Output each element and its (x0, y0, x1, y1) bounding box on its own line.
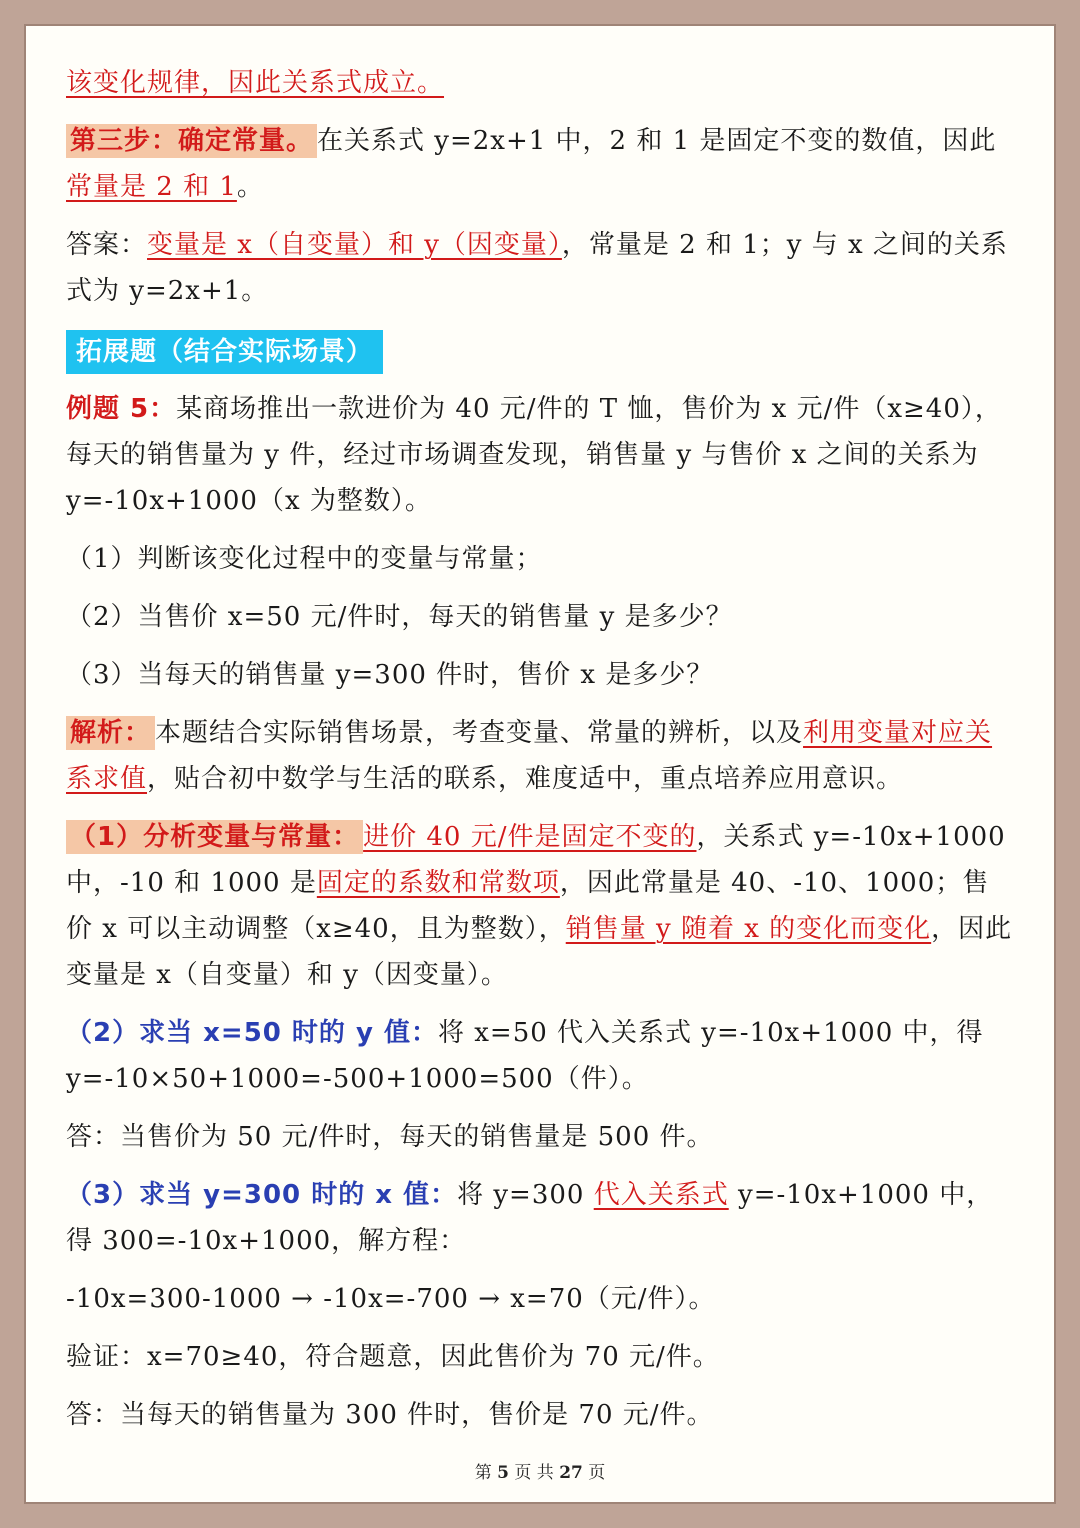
question-2: （2）当售价 x=50 元/件时，每天的销售量 y 是多少？ (66, 602, 733, 632)
part3-label: （3）求当 y=300 时的 x 值： (66, 1180, 458, 1210)
part2-label: （2）求当 x=50 时的 y 值： (66, 1018, 438, 1048)
question-3: （3）当每天的销售量 y=300 件时，售价 x 是多少？ (66, 660, 714, 690)
page-content (66, 60, 1016, 1450)
footer-page-number: 5 (497, 1463, 509, 1483)
part1-text-1: ，关系式 y=-10x+1000 中，-10 和 1000 是 (66, 822, 1006, 898)
analysis-label: 解析： (66, 716, 155, 750)
answer1-text: ，常量是 2 和 1；y 与 x 之间的关系式为 y=2x+1。 (66, 230, 1008, 306)
step3-emphasis: 常量是 2 和 1 (66, 172, 237, 202)
answer1-emphasis: 变量是 x（自变量）和 y（因变量） (147, 230, 562, 260)
answer1-paragraph (66, 222, 1016, 314)
document-page (24, 24, 1056, 1504)
footer-mid: 页 共 (514, 1463, 554, 1483)
part3-text-2: y=-10x+1000 中，得 300=-10x+1000，解方程： (66, 1180, 994, 1256)
footer-post: 页 (588, 1463, 606, 1483)
part1-text-3: ，因此变量是 x（自变量）和 y（因变量）。 (66, 914, 1013, 990)
part2-text: 将 x=50 代入关系式 y=-10x+1000 中，得 y=-10×50+1000=-500+1000=500（件）。 (66, 1018, 984, 1094)
previous-paragraph-end (66, 60, 1016, 106)
part2-answer: 答：当售价为 50 元/件时，每天的销售量是 500 件。 (66, 1122, 714, 1152)
step3-text: 在关系式 y=2x+1 中，2 和 1 是固定不变的数值，因此 (317, 126, 997, 156)
part1-paragraph (66, 814, 1016, 998)
part3-paragraph (66, 1172, 1016, 1264)
analysis-tail: ，贴合初中数学与生活的联系，难度适中，重点培养应用意识。 (147, 764, 904, 794)
part3-verify: 验证：x=70≥40，符合题意，因此售价为 70 元/件。 (66, 1342, 720, 1372)
page-footer (24, 1458, 1056, 1483)
part1-label: （1）分析变量与常量： (66, 820, 363, 854)
analysis-emphasis: 利用变量对应关系求值 (66, 718, 993, 794)
footer-pre: 第 (474, 1463, 492, 1483)
analysis-paragraph (66, 710, 1016, 802)
part3-equation: -10x=300-1000 → -10x=-700 → x=70（元/件）。 (66, 1284, 716, 1314)
question-1: （1）判断该变化过程中的变量与常量； (66, 544, 543, 574)
answer1-label: 答案： (66, 230, 148, 260)
step3-label: 第三步：确定常量。 (66, 124, 317, 158)
analysis-text: 本题结合实际销售场景，考查变量、常量的辨析，以及 (155, 718, 804, 748)
footer-total-pages: 27 (559, 1463, 583, 1483)
previous-paragraph-text: 该变化规律，因此关系式成立。 (66, 68, 445, 98)
part2-paragraph (66, 1010, 1016, 1102)
part3-answer: 答：当每天的销售量为 300 件时，售价是 70 元/件。 (66, 1400, 714, 1430)
step3-tail: 。 (236, 172, 264, 202)
part1-emphasis-1: 进价 40 元/件是固定不变的 (363, 822, 697, 852)
example5-label: 例题 5： (66, 394, 177, 424)
part3-emphasis: 代入关系式 (593, 1180, 729, 1210)
part3-text-1: 将 y=300 (457, 1180, 594, 1210)
step3-paragraph (66, 118, 1016, 210)
part1-emphasis-3: 销售量 y 随着 x 的变化而变化 (565, 914, 932, 944)
example5-paragraph (66, 386, 1016, 524)
part1-text-2: ，因此常量是 40、-10、1000；售价 x 可以主动调整（x≥40，且为整数）， (66, 868, 990, 944)
part1-emphasis-2: 固定的系数和常数项 (316, 868, 560, 898)
section-tag-extension: 拓展题（结合实际场景） (66, 330, 383, 374)
example5-text: 某商场推出一款进价为 40 元/件的 T 恤，售价为 x 元/件（x≥40），每天的销售量为 y 件，经过市场调查发现，销售量 y 与售价 x 之间的关系为 y=-10x+1000（x 为整数）。 (66, 394, 1002, 516)
